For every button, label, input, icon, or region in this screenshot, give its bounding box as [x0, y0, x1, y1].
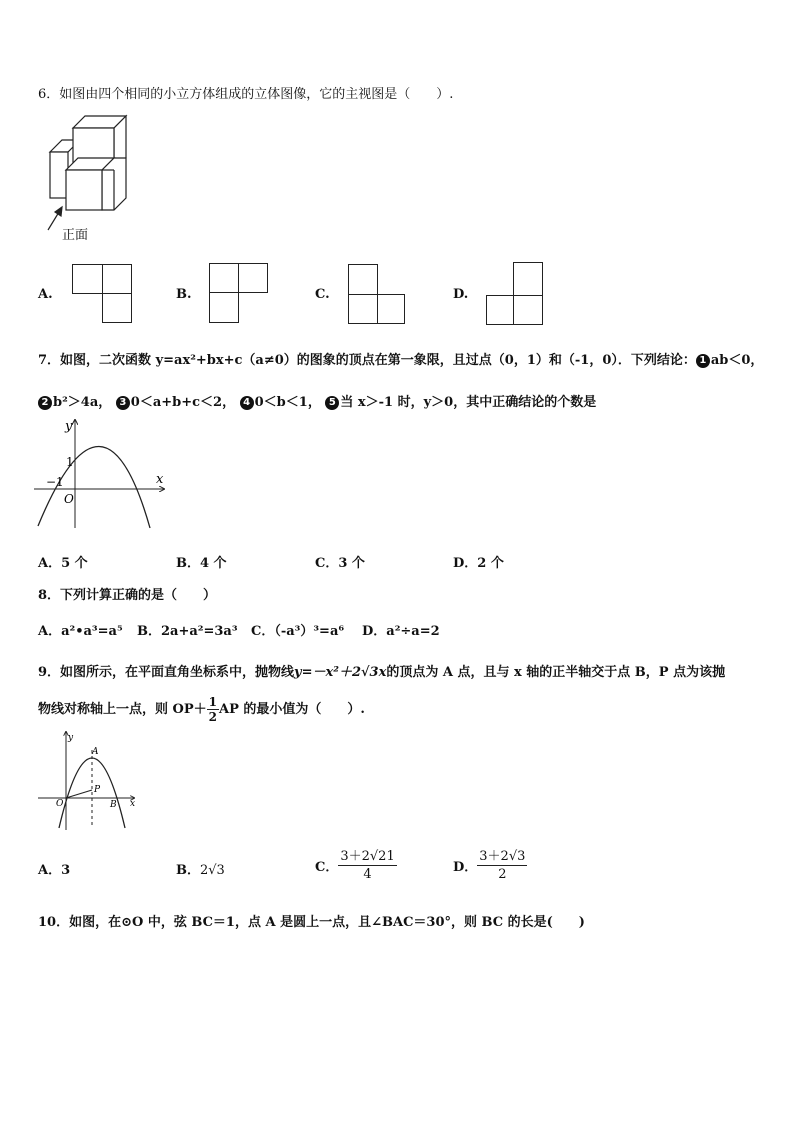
cube-back-left-front [50, 152, 68, 198]
q9-line2-pre: 物线对称轴上一点，则 OP＋ [38, 702, 207, 717]
q7-conclusion-3-mark: 3 [116, 396, 130, 410]
q9-option-d-num: 3＋2√3 [479, 849, 526, 864]
q7-stem-line2 [38, 391, 596, 410]
q6-front-label: 正面 [62, 228, 89, 243]
q9-origin: O [56, 799, 64, 809]
q9-stem-pre: 9．如图所示，在平面直角坐标系中，抛物线 [38, 665, 295, 680]
q9-option-c-den: 4 [363, 867, 372, 882]
q6-stem: 6．如图由四个相同的小立方体组成的立体图像，它的主视图是（ ）. [38, 87, 454, 102]
q6-option-a-label[interactable]: A. [38, 287, 53, 302]
q7-option-d[interactable]: D．2 个 [453, 556, 504, 571]
q9-stem-line2 [38, 695, 365, 724]
q8-option-b[interactable]: B．2a+a²=3a³ [137, 624, 238, 639]
q8-option-d[interactable]: D．a²÷a=2 [362, 624, 440, 639]
q9-option-b-value: 2√3 [200, 863, 225, 878]
q7-tick-1: 1 [66, 455, 74, 469]
q7-graph [32, 416, 172, 532]
q9-line2-post: AP 的最小值为（ ）. [219, 702, 365, 717]
q7-conclusion-1-mark: 1 [696, 354, 710, 368]
q7-x-label: x [156, 472, 164, 487]
q7-y-label: y [65, 419, 73, 434]
q10-stem: 10．如图，在⊙O 中，弦 BC＝1，点 A 是圆上一点，且∠BAC＝30°，则 BC 的长是( ) [38, 915, 585, 930]
q7-tick-neg1: −1 [46, 475, 64, 489]
q8-option-a[interactable]: A．a²•a³=a⁵ [38, 624, 123, 639]
q6-option-b-label[interactable]: B. [176, 287, 192, 302]
q9-y-label: y [68, 733, 74, 743]
q7-stem-line1 [38, 349, 763, 368]
q9-x-label: x [130, 799, 136, 809]
q7-option-a[interactable]: A．5 个 [38, 556, 88, 571]
q9-point-b: B [110, 800, 117, 810]
q7-conclusion-5: 当 x＞-1 时，y＞0，其中正确结论的个数是 [340, 395, 597, 410]
q7-stem-text: 7．如图，二次函数 y=ax²+bx+c（a≠0）的图象的顶点在第一象限，且过点（0，1）和（-1，0）．下列结论： [38, 353, 696, 368]
q7-option-b[interactable]: B．4 个 [176, 556, 227, 571]
q9-option-b[interactable] [176, 859, 225, 878]
q9-option-c-label: C． [315, 860, 339, 875]
front-arrow [48, 207, 62, 230]
q9-half-num: 1 [208, 695, 217, 709]
q7-conclusion-3: 0＜a+b+c＜2， [130, 395, 236, 410]
q9-stem-post: 的顶点为 A 点，且与 x 轴的正半轴交于点 B，P 点为该抛 [386, 665, 726, 680]
q9-option-a[interactable]: A．3 [38, 863, 71, 878]
q7-conclusion-4-mark: 4 [240, 396, 254, 410]
q9-option-c-fraction [338, 848, 396, 883]
q9-half-fraction [207, 695, 219, 724]
q7-conclusion-5-mark: 5 [325, 396, 339, 410]
q7-origin: O [64, 492, 74, 506]
q9-equation: y=－x²＋2√3x [294, 665, 387, 680]
cube-bottom-front [66, 170, 102, 210]
q7-conclusion-2-mark: 2 [38, 396, 52, 410]
q7-option-c[interactable]: C．3 个 [315, 556, 365, 571]
q9-graph [34, 728, 144, 834]
q6-cube-figure [40, 112, 140, 242]
q9-option-b-label: B． [176, 863, 200, 878]
q8-stem: 8．下列计算正确的是（ ） [38, 588, 217, 603]
q6-option-d-label[interactable]: D. [453, 287, 469, 302]
q9-point-p: P [94, 785, 101, 795]
q9-point-a: A [92, 747, 99, 757]
q9-option-d-label: D． [453, 860, 478, 875]
q9-stem-line1 [38, 661, 725, 680]
q9-option-d-den: 2 [498, 867, 507, 882]
q9-option-c[interactable] [315, 848, 397, 883]
q6-option-c-label[interactable]: C. [315, 287, 330, 302]
q7-conclusion-4: 0＜b＜1， [254, 395, 321, 410]
q8-option-c[interactable]: C．（-a³）³=a⁶ [251, 624, 345, 639]
q7-conclusion-1: ab＜0， [710, 353, 764, 368]
q9-option-d-fraction [477, 848, 527, 883]
q7-conclusion-2: b²＞4a， [53, 395, 112, 410]
q9-half-den: 2 [208, 710, 217, 724]
q9-option-d[interactable] [453, 848, 527, 883]
q9-option-c-num: 3＋2√21 [340, 849, 395, 864]
